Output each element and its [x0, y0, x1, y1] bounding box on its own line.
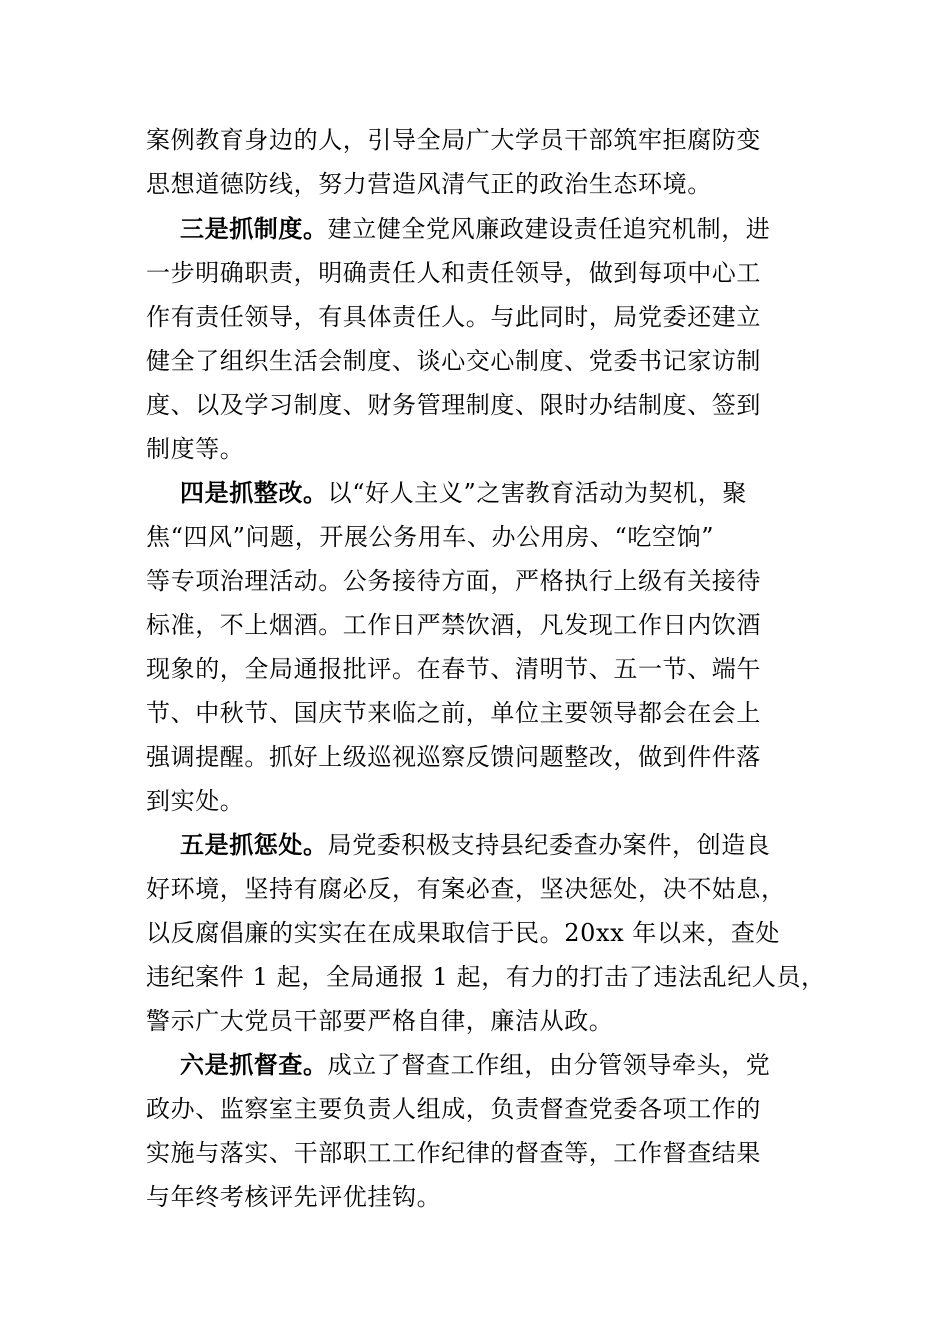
paragraph-line: 与年终考核评先评优挂钩。 [146, 1183, 442, 1211]
paragraph-line: 到实处。 [146, 787, 245, 815]
paragraph-line: 警示广大党员干部要严格自律，廉洁从政。 [146, 1007, 614, 1035]
section-first-line [180, 471, 747, 515]
paragraph-line: 实施与落实、干部职工工作纪律的督查等，工作督查结果 [146, 1139, 761, 1167]
intro-line: 思想道德防线，努力营造风清气正的政治生态环境。 [146, 170, 712, 198]
paragraph-line: 强调提醒。抓好上级巡视巡察反馈问题整改，做到件件落 [146, 743, 761, 771]
section-heading: 六是抓督查。 [180, 1051, 328, 1079]
section-heading: 四是抓整改。 [180, 479, 328, 507]
section-first-line [180, 823, 770, 867]
paragraph-line: 度、以及学习制度、财务管理制度、限时办结制度、签到 [146, 391, 761, 419]
paragraph-line: 现象的，全局通报批评。在春节、清明节、五一节、端午 [146, 655, 761, 683]
section-text: 建立健全党风廉政建设责任追究机制，进 [327, 215, 771, 243]
paragraph-line: 健全了组织生活会制度、谈心交心制度、党委书记家访制 [146, 347, 761, 375]
section-text: 以“好人主义”之害教育活动为契机，聚 [327, 479, 747, 507]
paragraph-line: 以反腐倡廉的实实在在成果取信于民。20xx 年以来，查处 [146, 919, 781, 947]
paragraph-line: 等专项治理活动。公务接待方面，严格执行上级有关接待 [146, 567, 761, 595]
section-heading: 三是抓制度。 [180, 215, 328, 243]
intro-line: 案例教育身边的人，引导全局广大学员干部筑牢拒腐防变 [146, 126, 761, 154]
paragraph-line: 节、中秋节、国庆节来临之前，单位主要领导都会在会上 [146, 699, 761, 727]
section-text: 成立了督查工作组，由分管领导牵头，党 [327, 1051, 771, 1079]
section-heading: 五是抓惩处。 [180, 831, 328, 859]
paragraph-line: 一步明确职责，明确责任人和责任领导，做到每项中心工 [146, 259, 761, 287]
paragraph-line: 作有责任领导，有具体责任人。与此同时，局党委还建立 [146, 303, 761, 331]
section-first-line [180, 1043, 770, 1087]
section-text: 局党委积极支持县纪委查办案件，创造良 [327, 831, 771, 859]
paragraph-line: 政办、监察室主要负责人组成，负责督查党委各项工作的 [146, 1095, 761, 1123]
paragraph-line: 好环境，坚持有腐必反，有案必查，坚决惩处，决不姑息， [146, 875, 786, 903]
paragraph-line: 标准，不上烟酒。工作日严禁饮酒，凡发现工作日内饮酒 [146, 611, 761, 639]
paragraph-line: 焦“四风”问题，开展公务用车、办公用房、“吃空饷” [146, 523, 715, 551]
paragraph-line: 违纪案件 1 起，全局通报 1 起，有力的打击了违法乱纪人员， [146, 963, 826, 991]
section-first-line [180, 207, 770, 251]
paragraph-line: 制度等。 [146, 435, 245, 463]
